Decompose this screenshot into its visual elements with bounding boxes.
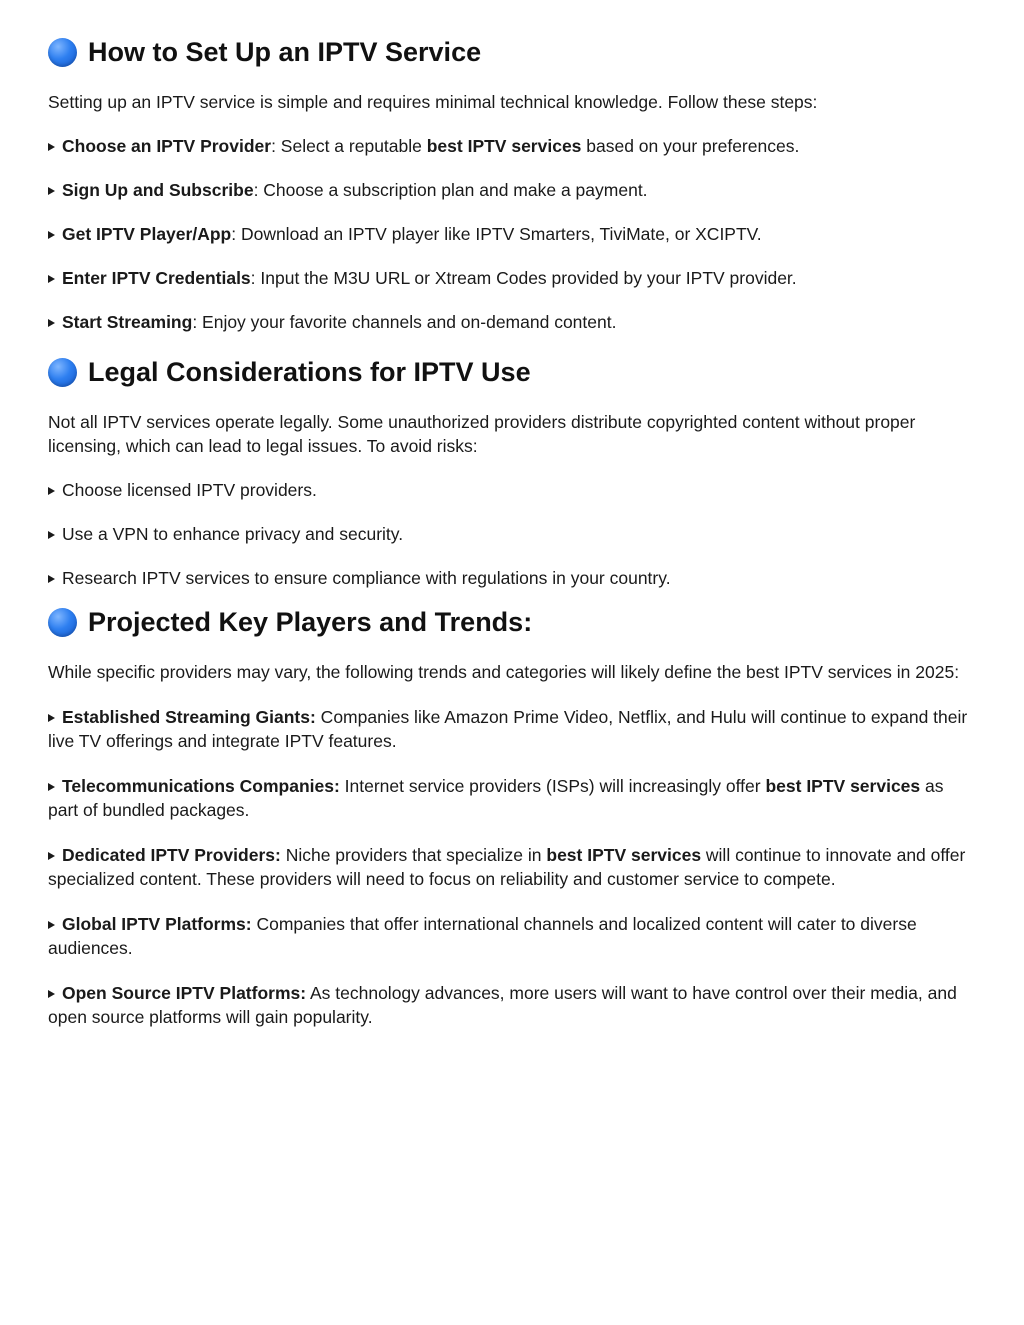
section-setup (48, 34, 976, 334)
triangle-right-icon (48, 319, 55, 327)
intro-paragraph: Not all IPTV services operate legally. Some unauthorized providers distribute copyrighted content without proper licensing, which can lead to legal issues. To avoid risks: (48, 412, 916, 456)
item-keyword-link: best IPTV services (426, 136, 582, 156)
item-keyword-link: best IPTV services (546, 845, 702, 865)
list-item (48, 705, 976, 753)
list-item (48, 478, 976, 502)
list-item (48, 178, 976, 202)
triangle-right-icon (48, 187, 55, 195)
blue-circle-icon (48, 608, 77, 637)
triangle-right-icon (48, 783, 55, 791)
heading-text: How to Set Up an IPTV Service (88, 37, 482, 67)
triangle-right-icon (48, 231, 55, 239)
item-text: : Select a reputable (271, 136, 427, 156)
list-item (48, 522, 976, 546)
item-text: Research IPTV services to ensure compliance with regulations in your country. (62, 568, 671, 588)
list-item (48, 981, 976, 1029)
item-bold: Established Streaming Giants: (62, 707, 316, 727)
item-bold: Enter IPTV Credentials (62, 268, 251, 288)
triangle-right-icon (48, 990, 55, 998)
list-item (48, 774, 976, 822)
item-text: Use a VPN to enhance privacy and security. (62, 524, 404, 544)
item-text: Choose licensed IPTV providers. (62, 480, 317, 500)
list-item (48, 912, 976, 960)
item-text: : Download an IPTV player like IPTV Smarters, TiviMate, or XCIPTV. (231, 224, 762, 244)
section-heading (48, 354, 976, 390)
item-text: Internet service providers (ISPs) will increasingly offer (339, 776, 766, 796)
item-bold: Choose an IPTV Provider (62, 136, 272, 156)
list-item (48, 566, 976, 590)
item-text: will continue to innovate and offer specialized content. These providers will need to focus on reliability and customer service to compete. (48, 845, 966, 889)
section-heading (48, 34, 976, 70)
section-heading (48, 604, 976, 640)
item-bold: Sign Up and Subscribe (62, 180, 254, 200)
item-bold: Dedicated IPTV Providers: (62, 845, 281, 865)
triangle-right-icon (48, 531, 55, 539)
section-legal (48, 354, 976, 590)
intro-paragraph: While specific providers may vary, the following trends and categories will likely define the best IPTV services in 2025: (48, 662, 960, 682)
triangle-right-icon (48, 852, 55, 860)
item-bold: Get IPTV Player/App (62, 224, 232, 244)
triangle-right-icon (48, 714, 55, 722)
heading-text: Legal Considerations for IPTV Use (88, 357, 531, 387)
intro-paragraph: Setting up an IPTV service is simple and requires minimal technical knowledge. Follow these steps: (48, 92, 818, 112)
list-item (48, 310, 976, 334)
list-item (48, 134, 976, 158)
item-text: : Choose a subscription plan and make a payment. (253, 180, 648, 200)
item-bold: Start Streaming (62, 312, 193, 332)
blue-circle-icon (48, 358, 77, 387)
item-keyword-link: best IPTV services (765, 776, 921, 796)
section-trends (48, 604, 976, 1029)
triangle-right-icon (48, 487, 55, 495)
item-text: : Input the M3U URL or Xtream Codes provided by your IPTV provider. (250, 268, 797, 288)
item-text: based on your preferences. (581, 136, 800, 156)
triangle-right-icon (48, 575, 55, 583)
triangle-right-icon (48, 275, 55, 283)
item-text: as part of bundled packages. (48, 776, 944, 820)
triangle-right-icon (48, 143, 55, 151)
item-text: Companies that offer international channels and localized content will cater to diverse audiences. (48, 914, 917, 958)
item-text: Niche providers that specialize in (280, 845, 547, 865)
item-text: Companies like Amazon Prime Video, Netflix, and Hulu will continue to expand their live TV offerings and integrate IPTV features. (48, 707, 968, 751)
heading-text: Projected Key Players and Trends: (88, 607, 533, 637)
item-bold: Global IPTV Platforms: (62, 914, 252, 934)
triangle-right-icon (48, 921, 55, 929)
list-item (48, 843, 976, 891)
item-bold: Open Source IPTV Platforms: (62, 983, 307, 1003)
list-item (48, 222, 976, 246)
item-bold: Telecommunications Companies: (62, 776, 340, 796)
blue-circle-icon (48, 38, 77, 67)
item-text: : Enjoy your favorite channels and on-demand content. (192, 312, 617, 332)
item-text: As technology advances, more users will want to have control over their media, and open source platforms will gain popularity. (48, 983, 957, 1027)
list-item (48, 266, 976, 290)
